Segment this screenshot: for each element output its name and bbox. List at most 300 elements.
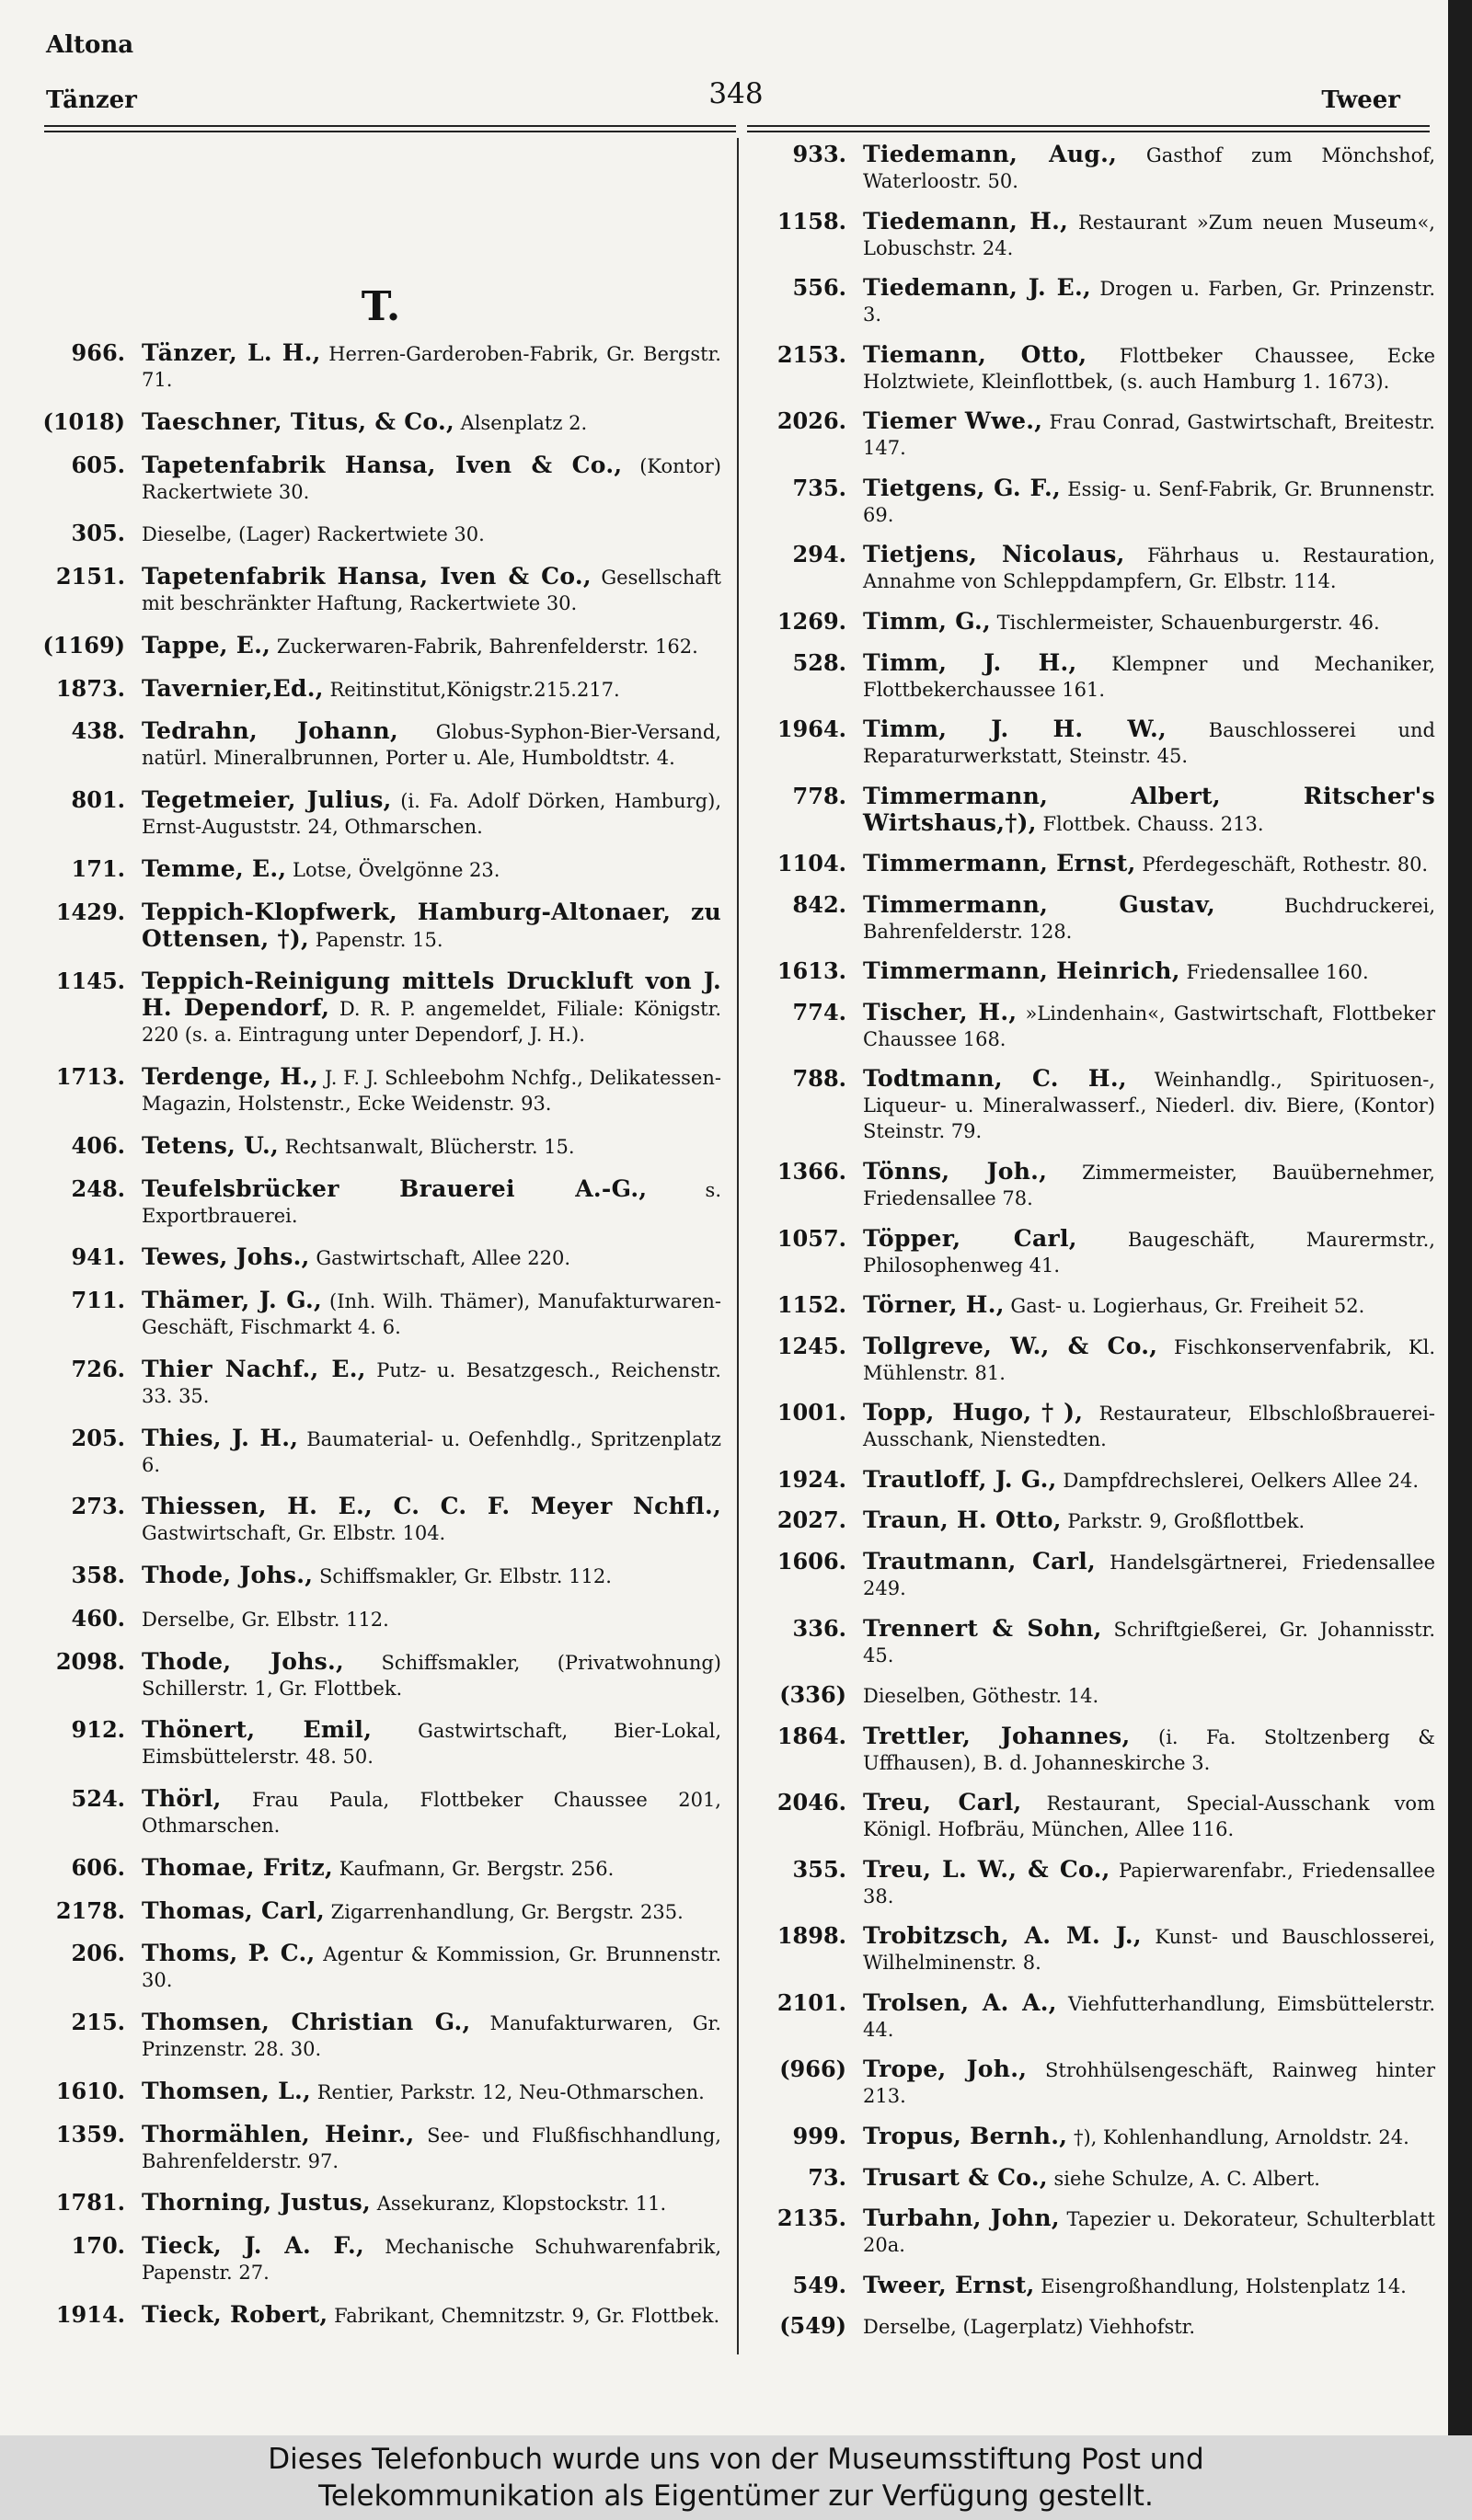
footer-notice bbox=[0, 2435, 1472, 2520]
phone-number: (966) bbox=[779, 2056, 846, 2083]
entry-text bbox=[142, 1288, 721, 1340]
subscriber-details: J. F. J. Schleebohm Nchfg., Delikatessen-Magazin, Holstenstr., Ecke Weidenstr. 93. bbox=[142, 1067, 721, 1115]
directory-entry bbox=[40, 409, 721, 436]
phone-number: 2046. bbox=[776, 1789, 846, 1816]
entry-text bbox=[863, 1066, 1435, 1144]
entry-text bbox=[142, 1176, 721, 1229]
subscriber-details: Klempner und Mechaniker, Flottbekerchaussee 161. bbox=[863, 652, 1435, 701]
entry-text bbox=[142, 2079, 721, 2105]
subscriber-details: Baumaterial- u. Oefenhdlg., Spritzenplatz 6. bbox=[142, 1427, 721, 1476]
phone-number: 788. bbox=[792, 1065, 846, 1093]
subscriber-details: Globus-Syphon-Bier-Versand, natürl. Mineralbrunnen, Porter u. Ale, Humboldtstr. 4. bbox=[142, 721, 721, 770]
phone-number: 406. bbox=[71, 1131, 125, 1159]
directory-entry bbox=[762, 1334, 1435, 1386]
subscriber-name: Timmermann, Gustav, bbox=[863, 890, 1216, 918]
directory-entry bbox=[40, 1649, 721, 1701]
directory-entry bbox=[762, 2205, 1435, 2258]
entry-text bbox=[142, 1064, 721, 1117]
phone-number: (336) bbox=[779, 1681, 846, 1709]
subscriber-name: Topp, Hugo,†), bbox=[863, 1399, 1084, 1426]
directory-entry bbox=[40, 2302, 721, 2329]
subscriber-details: Gastwirtschaft, Gr. Elbstr. 104. bbox=[142, 1522, 446, 1545]
directory-entry bbox=[40, 1357, 721, 1409]
entry-text bbox=[863, 1000, 1435, 1052]
entry-text bbox=[142, 1898, 721, 1925]
entry-text bbox=[142, 521, 721, 547]
directory-entry bbox=[762, 1000, 1435, 1052]
subscriber-name: Trautmann, Carl, bbox=[863, 1547, 1097, 1575]
entry-text bbox=[863, 1790, 1435, 1842]
entry-text bbox=[863, 2056, 1435, 2109]
entry-text bbox=[863, 1682, 1435, 1709]
subscriber-details: Tischlermeister, Schauenburgerstr. 46. bbox=[996, 611, 1380, 634]
subscriber-details: Flottbek. Chauss. 213. bbox=[1042, 812, 1264, 835]
directory-entry bbox=[40, 1426, 721, 1478]
entry-text bbox=[863, 275, 1435, 327]
subscriber-name: Tieck, Robert, bbox=[142, 2300, 328, 2328]
phone-number: (1018) bbox=[42, 407, 125, 435]
phone-number: 2153. bbox=[776, 340, 846, 368]
directory-entry bbox=[40, 1563, 721, 1589]
entry-text bbox=[863, 851, 1435, 877]
subscriber-name: Trope, Joh., bbox=[863, 2056, 1028, 2083]
phone-number: 735. bbox=[792, 474, 846, 501]
column-separator bbox=[737, 138, 739, 2354]
subscriber-details: Drogen u. Farben, Gr. Prinzenstr. 3. bbox=[863, 278, 1435, 326]
phone-number: 438. bbox=[71, 717, 125, 745]
subscriber-details: Dieselben, Göthestr. 14. bbox=[863, 1685, 1099, 1708]
directory-entry bbox=[762, 1467, 1435, 1494]
phone-number: 1610. bbox=[55, 2077, 125, 2104]
phone-number: 1914. bbox=[55, 2300, 125, 2328]
directory-entry bbox=[40, 2190, 721, 2216]
subscriber-details: Schiffsmakler, (Privatwohnung) Schillerstr. 1, Gr. Flottbek. bbox=[142, 1651, 721, 1700]
subscriber-name: Tietgens, G. F., bbox=[863, 474, 1061, 501]
phone-number: 774. bbox=[792, 998, 846, 1025]
subscriber-details: Baugeschäft, Maurermstr., Philosophenweg 41. bbox=[863, 1228, 1435, 1277]
entry-text bbox=[142, 1494, 721, 1546]
phone-number: 305. bbox=[71, 520, 125, 547]
subscriber-name: Thämer, J. G., bbox=[142, 1287, 323, 1313]
subscriber-details: Reitinstitut,Königstr.215.217. bbox=[329, 678, 620, 701]
entry-text bbox=[863, 2124, 1435, 2150]
entry-text bbox=[142, 1357, 721, 1409]
phone-number: 1145. bbox=[55, 968, 125, 995]
entry-text bbox=[863, 342, 1435, 395]
subscriber-name: Timm, G., bbox=[863, 607, 991, 635]
subscriber-details: Flottbeker Chaussee, Ecke Holztwiete, Kleinflottbek, (s. auch Hamburg 1. 1673). bbox=[863, 344, 1435, 393]
directory-entry bbox=[40, 2010, 721, 2062]
phone-number: 2135. bbox=[776, 2205, 846, 2232]
subscriber-details: Dampfdrechslerei, Oelkers Allee 24. bbox=[1063, 1469, 1420, 1492]
subscriber-name: Tänzer, L. H., bbox=[142, 339, 321, 366]
subscriber-details: Restaurant »Zum neuen Museum«, Lobuschstr. 24. bbox=[863, 211, 1435, 259]
entry-text bbox=[142, 1786, 721, 1838]
entry-text bbox=[142, 1563, 721, 1589]
phone-number: 171. bbox=[71, 854, 125, 882]
directory-entry bbox=[40, 718, 721, 771]
subscriber-details: Fabrikant, Chemnitzstr. 9, Gr. Flottbek. bbox=[334, 2304, 720, 2327]
phone-number: 605. bbox=[71, 451, 125, 478]
directory-entry bbox=[762, 892, 1435, 945]
subscriber-details: Herren-Garderoben-Fabrik, Gr. Bergstr. 71. bbox=[142, 343, 721, 391]
phone-number: 248. bbox=[71, 1174, 125, 1202]
subscriber-details: Kaufmann, Gr. Bergstr. 256. bbox=[339, 1857, 615, 1880]
phone-number: 1898. bbox=[776, 1922, 846, 1950]
subscriber-name: Timmermann, Ernst, bbox=[863, 850, 1136, 877]
entry-text bbox=[142, 1855, 721, 1882]
entry-text bbox=[863, 1467, 1435, 1494]
directory-entry bbox=[762, 1616, 1435, 1668]
subscriber-details: Derselbe, Gr. Elbstr. 112. bbox=[142, 1608, 389, 1631]
directory-entry bbox=[762, 1857, 1435, 1909]
subscriber-details: Buchdruckerei, Bahrenfelderstr. 128. bbox=[863, 894, 1435, 943]
phone-number: 1001. bbox=[776, 1399, 846, 1426]
entry-text bbox=[863, 542, 1435, 594]
subscriber-name: Timm, J. H. W., bbox=[863, 716, 1167, 743]
subscriber-details: Gast- u. Logierhaus, Gr. Freiheit 52. bbox=[1010, 1295, 1365, 1318]
subscriber-details: Restaurateur, Elbschloßbrauerei-Ausschank, Nienstedten. bbox=[863, 1403, 1435, 1451]
footer-line-2: Telekommunikation als Eigentümer zur Verfügung gestellt. bbox=[318, 2480, 1154, 2513]
header-first-word: Tänzer bbox=[46, 86, 137, 114]
entry-text bbox=[142, 409, 721, 436]
phone-number: 1104. bbox=[776, 850, 846, 877]
phone-number: 1366. bbox=[776, 1158, 846, 1185]
phone-number: 2178. bbox=[55, 1896, 125, 1924]
directory-entry bbox=[762, 142, 1435, 194]
directory-entry bbox=[762, 542, 1435, 594]
entry-text bbox=[142, 968, 721, 1048]
subscriber-name: Thoms, P. C., bbox=[142, 1940, 316, 1967]
phone-number: 549. bbox=[792, 2271, 846, 2298]
subscriber-name: Thomsen, L., bbox=[142, 2077, 312, 2104]
subscriber-name: Thomsen, Christian G., bbox=[142, 2009, 471, 2035]
directory-entry bbox=[762, 1292, 1435, 1319]
entry-text bbox=[863, 609, 1435, 636]
phone-number: 524. bbox=[71, 1785, 125, 1812]
subscriber-name: Teppich-Reinigung mittels Druckluft von J. H. Dependorf, bbox=[142, 968, 721, 1022]
subscriber-name: Tiedemann, Aug., bbox=[863, 141, 1118, 167]
entry-text bbox=[142, 2233, 721, 2285]
directory-entry bbox=[762, 851, 1435, 877]
right-column bbox=[762, 142, 1435, 2354]
entry-text bbox=[863, 716, 1435, 769]
entry-text bbox=[142, 564, 721, 616]
phone-number: 1158. bbox=[776, 207, 846, 235]
subscriber-name: Trennert & Sohn, bbox=[863, 1614, 1102, 1642]
directory-entry bbox=[762, 1066, 1435, 1144]
subscriber-details: (Inh. Wilh. Thämer), Manufakturwaren-Geschäft, Fischmarkt 4. 6. bbox=[142, 1290, 721, 1338]
entry-text bbox=[863, 209, 1435, 261]
entry-text bbox=[142, 676, 721, 703]
phone-number: 778. bbox=[792, 782, 846, 809]
phone-number: 999. bbox=[792, 2123, 846, 2149]
entry-text bbox=[863, 142, 1435, 194]
subscriber-name: Taeschner, Titus, & Co., bbox=[142, 407, 454, 435]
directory-entry bbox=[762, 209, 1435, 261]
directory-entry bbox=[762, 2165, 1435, 2192]
phone-number: 528. bbox=[792, 648, 846, 676]
directory-entry bbox=[762, 1724, 1435, 1776]
phone-number: 726. bbox=[71, 1355, 125, 1382]
subscriber-name: Treu, L. W., & Co., bbox=[863, 1855, 1110, 1883]
subscriber-details: Rechtsanwalt, Blücherstr. 15. bbox=[284, 1135, 575, 1158]
directory-entry bbox=[762, 650, 1435, 703]
subscriber-name: Teppich-Klopfwerk, Hamburg-Altonaer, zu Ottensen, †), bbox=[142, 898, 721, 952]
subscriber-details: Mechanische Schuhwarenfabrik, Papenstr. 27. bbox=[142, 2236, 722, 2284]
phone-number: 336. bbox=[792, 1614, 846, 1642]
subscriber-name: Tollgreve, W., & Co., bbox=[863, 1332, 1158, 1359]
subscriber-name: Tapetenfabrik Hansa, Iven & Co., bbox=[142, 451, 623, 478]
subscriber-details: Strohhülsengeschäft, Rainweg hinter 213. bbox=[863, 2059, 1435, 2108]
entry-text bbox=[863, 892, 1435, 945]
subscriber-name: Trobitzsch, A. M. J., bbox=[863, 1922, 1142, 1950]
directory-entry bbox=[762, 475, 1435, 528]
directory-entry bbox=[762, 1549, 1435, 1601]
subscriber-name: Tieck, J. A. F., bbox=[142, 2232, 365, 2259]
directory-entry bbox=[762, 784, 1435, 837]
directory-entry bbox=[762, 2313, 1435, 2340]
directory-entry bbox=[40, 1786, 721, 1838]
subscriber-details: (Kontor) Rackertwiete 30. bbox=[142, 454, 721, 503]
entry-text bbox=[142, 1426, 721, 1478]
subscriber-details: †), Kohlenhandlung, Arnoldstr. 24. bbox=[1073, 2126, 1409, 2148]
entry-text bbox=[142, 2010, 721, 2062]
phone-number: 2027. bbox=[776, 1506, 846, 1534]
subscriber-name: Thies, J. H., bbox=[142, 1424, 299, 1451]
subscriber-name: Törner, H., bbox=[863, 1291, 1005, 1319]
page-number: 348 bbox=[708, 77, 764, 110]
directory-entry bbox=[40, 564, 721, 616]
subscriber-details: Putz- u. Besatzgesch., Reichenstr. 33. 35. bbox=[142, 1358, 721, 1407]
subscriber-name: Tiedemann, H., bbox=[863, 207, 1069, 235]
phone-number: 355. bbox=[792, 1855, 846, 1883]
directory-entry bbox=[40, 899, 721, 953]
subscriber-name: Tiemann, Otto, bbox=[863, 340, 1087, 368]
entry-text bbox=[863, 1507, 1435, 1534]
subscriber-name: Thiessen, H. E., C. C. F. Meyer Nchfl., bbox=[142, 1493, 721, 1520]
directory-entry bbox=[762, 1790, 1435, 1842]
directory-entry bbox=[762, 1507, 1435, 1534]
subscriber-name: Thorning, Justus, bbox=[142, 2189, 372, 2216]
directory-entry bbox=[762, 2273, 1435, 2299]
entry-text bbox=[142, 1717, 721, 1770]
entry-text bbox=[863, 408, 1435, 461]
phone-number: 1606. bbox=[776, 1547, 846, 1575]
entry-text bbox=[863, 650, 1435, 703]
directory-entry bbox=[40, 521, 721, 547]
subscriber-details: Assekuranz, Klopstockstr. 11. bbox=[376, 2193, 667, 2216]
subscriber-name: Thomas, Carl, bbox=[142, 1896, 325, 1924]
entry-text bbox=[142, 633, 721, 659]
section-letter: T. bbox=[361, 283, 401, 330]
directory-entry bbox=[762, 1400, 1435, 1452]
subscriber-name: Tropus, Bernh., bbox=[863, 2123, 1068, 2149]
entry-text bbox=[863, 784, 1435, 837]
subscriber-name: Trettler, Johannes, bbox=[863, 1722, 1131, 1749]
entry-text bbox=[142, 787, 721, 840]
phone-number: 2151. bbox=[55, 563, 125, 590]
header-rule-left bbox=[44, 125, 736, 132]
phone-number: 1713. bbox=[55, 1063, 125, 1090]
entry-text bbox=[863, 1923, 1435, 1976]
subscriber-name: Tedrahn, Johann, bbox=[142, 717, 398, 745]
subscriber-name: Teufelsbrücker Brauerei A.-G., bbox=[142, 1174, 648, 1202]
subscriber-name: Thörl, bbox=[142, 1785, 222, 1812]
directory-entry bbox=[40, 1176, 721, 1229]
subscriber-name: Trautloff, J. G., bbox=[863, 1465, 1057, 1493]
directory-entry bbox=[40, 340, 721, 393]
subscriber-details: (i. Fa. Stoltzenberg & Uffhausen), B. d. Johanneskirche 3. bbox=[863, 1725, 1435, 1774]
subscriber-name: Thode, Johs., bbox=[142, 1562, 314, 1588]
phone-number: 1873. bbox=[55, 674, 125, 702]
scan-edge bbox=[1448, 0, 1472, 2435]
subscriber-details: Frau Paula, Flottbeker Chaussee 201, Othmarschen. bbox=[142, 1789, 721, 1837]
entry-text bbox=[863, 958, 1435, 985]
phone-number: 273. bbox=[71, 1493, 125, 1520]
entry-text bbox=[863, 1724, 1435, 1776]
entry-text bbox=[142, 340, 721, 393]
directory-entry bbox=[40, 1855, 721, 1882]
subscriber-details: Fischkonservenfabrik, Kl. Mühlenstr. 81. bbox=[863, 1335, 1435, 1384]
subscriber-name: Temme, E., bbox=[142, 854, 287, 882]
directory-entry bbox=[762, 1682, 1435, 1709]
phone-number: 941. bbox=[71, 1243, 125, 1271]
subscriber-details: Schriftgießerei, Gr. Johannisstr. 45. bbox=[863, 1618, 1436, 1667]
subscriber-name: Thode, Johs., bbox=[142, 1647, 345, 1675]
subscriber-details: Papenstr. 15. bbox=[315, 928, 443, 951]
subscriber-details: Zigarrenhandlung, Gr. Bergstr. 235. bbox=[330, 1900, 684, 1923]
subscriber-name: Timmermann, Heinrich, bbox=[863, 957, 1180, 985]
phone-number: 1245. bbox=[776, 1332, 846, 1359]
subscriber-details: Frau Conrad, Gastwirtschaft, Breitestr. 147. bbox=[863, 411, 1435, 460]
directory-entry bbox=[40, 2233, 721, 2285]
phone-number: 711. bbox=[71, 1287, 125, 1313]
subscriber-name: Treu, Carl, bbox=[863, 1789, 1022, 1816]
subscriber-name: Tavernier,Ed., bbox=[142, 674, 324, 702]
entry-text bbox=[863, 1400, 1435, 1452]
subscriber-details: Gesellschaft mit beschränkter Haftung, Rackertwiete 30. bbox=[142, 567, 721, 614]
directory-entry bbox=[762, 275, 1435, 327]
entry-text bbox=[863, 1549, 1435, 1601]
directory-entry bbox=[40, 452, 721, 505]
phone-number: 1152. bbox=[776, 1291, 846, 1319]
header-place: Altona bbox=[46, 31, 134, 59]
directory-entry bbox=[762, 716, 1435, 769]
phone-number: 2098. bbox=[55, 1647, 125, 1675]
subscriber-details: Gastwirtschaft, Bier-Lokal, Eimsbüttelerstr. 48. 50. bbox=[142, 1720, 721, 1769]
phone-number: 170. bbox=[71, 2232, 125, 2259]
subscriber-name: Thomae, Fritz, bbox=[142, 1853, 334, 1881]
directory-entry bbox=[40, 1244, 721, 1271]
phone-number: 2026. bbox=[776, 407, 846, 435]
subscriber-name: Trusart & Co., bbox=[863, 2163, 1048, 2191]
phone-number: 606. bbox=[71, 1853, 125, 1881]
left-column bbox=[40, 340, 721, 2345]
subscriber-name: Terdenge, H., bbox=[142, 1063, 319, 1090]
entry-text bbox=[142, 1606, 721, 1632]
subscriber-name: Tiedemann, J. E., bbox=[863, 274, 1092, 302]
directory-entry bbox=[762, 1159, 1435, 1211]
subscriber-name: Tewes, Johs., bbox=[142, 1243, 310, 1271]
directory-entry bbox=[40, 968, 721, 1048]
directory-entry bbox=[40, 676, 721, 703]
subscriber-details: Agentur & Kommission, Gr. Brunnenstr. 30. bbox=[142, 1943, 721, 1992]
subscriber-details: Dieselbe, (Lager) Rackertwiete 30. bbox=[142, 523, 485, 546]
entry-text bbox=[142, 856, 721, 883]
subscriber-name: Thier Nachf., E., bbox=[142, 1355, 366, 1382]
subscriber-name: Tischer, H., bbox=[863, 998, 1018, 1025]
directory-entry bbox=[762, 609, 1435, 636]
subscriber-details: Gastwirtschaft, Allee 220. bbox=[316, 1247, 571, 1270]
subscriber-details: Papierwarenfabr., Friedensallee 38. bbox=[863, 1859, 1435, 1907]
subscriber-details: Weinhandlg., Spirituosen-, Liqueur- u. Mineralwasserf., Niederl. div. Biere, (Kontor) Steinstr. 79. bbox=[863, 1069, 1435, 1143]
directory-entry bbox=[762, 2056, 1435, 2109]
entry-text bbox=[863, 1159, 1435, 1211]
footer-line-1: Dieses Telefonbuch wurde uns von der Museumsstiftung Post und bbox=[268, 2443, 1204, 2476]
entry-text bbox=[863, 2205, 1435, 2258]
subscriber-name: Trolsen, A. A., bbox=[863, 1988, 1057, 2016]
entry-text bbox=[142, 1649, 721, 1701]
phone-number: 842. bbox=[792, 890, 846, 918]
phone-number: 460. bbox=[71, 1604, 125, 1632]
subscriber-name: Töpper, Carl, bbox=[863, 1224, 1077, 1252]
entry-text bbox=[863, 1292, 1435, 1319]
phone-number: (549) bbox=[779, 2312, 846, 2340]
entry-text bbox=[142, 2122, 721, 2174]
phone-number: (1169) bbox=[42, 631, 125, 659]
entry-text bbox=[863, 1334, 1435, 1386]
subscriber-name: Tegetmeier, Julius, bbox=[142, 786, 392, 813]
subscriber-name: Tweer, Ernst, bbox=[863, 2271, 1035, 2298]
directory-entry bbox=[40, 1288, 721, 1340]
subscriber-name: Tiemer Wwe., bbox=[863, 407, 1043, 435]
entry-text bbox=[142, 899, 721, 953]
subscriber-name: Todtmann, C. H., bbox=[863, 1065, 1127, 1093]
directory-entry bbox=[762, 408, 1435, 461]
entry-text bbox=[863, 1226, 1435, 1278]
subscriber-details: Manufakturwaren, Gr. Prinzenstr. 28. 30. bbox=[142, 2012, 721, 2060]
phone-number: 1924. bbox=[776, 1465, 846, 1493]
directory-entry bbox=[762, 2124, 1435, 2150]
directory-entry bbox=[40, 1717, 721, 1770]
subscriber-details: Pferdegeschäft, Rothestr. 80. bbox=[1142, 853, 1429, 876]
subscriber-details: (i. Fa. Adolf Dörken, Hamburg), Ernst-Auguststr. 24, Othmarschen. bbox=[142, 790, 721, 838]
entry-text bbox=[863, 2273, 1435, 2299]
directory-entry bbox=[40, 2122, 721, 2174]
subscriber-name: Turbahn, John, bbox=[863, 2205, 1060, 2232]
directory-entry bbox=[40, 1064, 721, 1117]
subscriber-details: Restaurant, Special-Ausschank vom Königl. Hofbräu, München, Allee 116. bbox=[863, 1793, 1435, 1841]
entry-text bbox=[142, 452, 721, 505]
phone-number: 1429. bbox=[55, 898, 125, 925]
subscriber-name: Tapetenfabrik Hansa, Iven & Co., bbox=[142, 563, 592, 590]
subscriber-details: Zuckerwaren-Fabrik, Bahrenfelderstr. 162. bbox=[276, 635, 698, 658]
entry-text bbox=[863, 2165, 1435, 2192]
phone-number: 205. bbox=[71, 1424, 125, 1451]
directory-entry bbox=[40, 856, 721, 883]
phone-number: 1781. bbox=[55, 2189, 125, 2216]
phone-number: 358. bbox=[71, 1562, 125, 1588]
entry-text bbox=[142, 1941, 721, 1993]
directory-entry bbox=[40, 787, 721, 840]
subscriber-details: »Lindenhain«, Gastwirtschaft, Flottbeker Chaussee 168. bbox=[863, 1002, 1435, 1050]
subscriber-details: Viehfutterhandlung, Eimsbüttelerstr. 44. bbox=[863, 1992, 1435, 2041]
header-last-word: Tweer bbox=[1321, 86, 1400, 114]
directory-entry bbox=[40, 1133, 721, 1160]
subscriber-details: Bauschlosserei und Reparaturwerkstatt, Steinstr. 45. bbox=[863, 719, 1436, 768]
directory-entry bbox=[762, 1990, 1435, 2043]
